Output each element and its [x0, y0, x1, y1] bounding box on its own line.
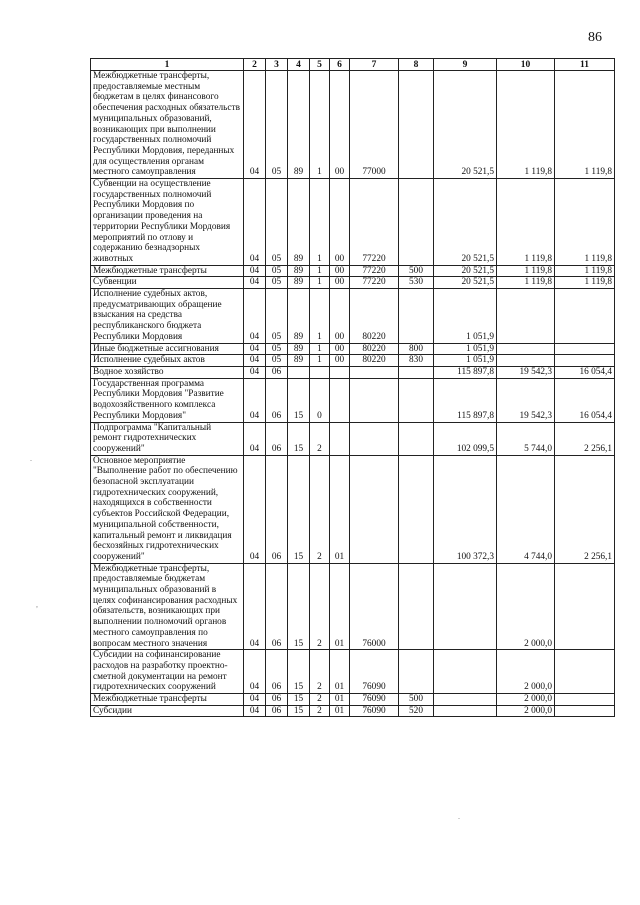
- row-value-cell: 06: [266, 705, 288, 717]
- row-name-cell: Водное хозяйство: [91, 366, 244, 378]
- row-value-cell: [330, 378, 350, 422]
- row-value-cell: 77220: [350, 277, 399, 289]
- row-value-cell: 06: [266, 650, 288, 694]
- row-value-cell: [350, 366, 399, 378]
- row-value-cell: 20 521,5: [434, 71, 497, 179]
- row-value-cell: 80220: [350, 355, 399, 367]
- row-value-cell: [555, 650, 615, 694]
- row-value-cell: 1 119,8: [497, 277, 555, 289]
- row-value-cell: 00: [330, 277, 350, 289]
- row-value-cell: 80220: [350, 343, 399, 355]
- row-value-cell: 1 119,8: [555, 71, 615, 179]
- table-row: [91, 563, 615, 650]
- row-name-cell: Межбюджетные трансферты, предоставляемые местным бюджетам в целях финансового обеспечения расходных обязательств муниципальных образований, возникающих при выполнении государственных полномочий Республики Мордовия, переданных для осуществления органам местного самоуправления: [91, 71, 244, 179]
- row-value-cell: [497, 289, 555, 344]
- table-row: [91, 455, 615, 563]
- row-value-cell: 15: [288, 705, 310, 717]
- row-value-cell: 2 000,0: [497, 563, 555, 650]
- row-value-cell: 2 256,1: [555, 422, 615, 455]
- row-value-cell: 89: [288, 179, 310, 266]
- row-value-cell: 01: [330, 694, 350, 706]
- row-value-cell: [434, 650, 497, 694]
- row-value-cell: 800: [399, 343, 434, 355]
- row-value-cell: 04: [244, 71, 266, 179]
- row-value-cell: 500: [399, 694, 434, 706]
- row-value-cell: [350, 455, 399, 563]
- table-row: [91, 71, 615, 179]
- row-value-cell: [555, 705, 615, 717]
- row-value-cell: [399, 289, 434, 344]
- row-value-cell: [399, 455, 434, 563]
- row-value-cell: 04: [244, 378, 266, 422]
- row-name-cell: Подпрограмма "Капитальный ремонт гидротехнических сооружений": [91, 422, 244, 455]
- row-value-cell: 1 051,9: [434, 289, 497, 344]
- row-value-cell: 04: [244, 694, 266, 706]
- row-value-cell: 2 000,0: [497, 705, 555, 717]
- row-value-cell: 05: [266, 289, 288, 344]
- row-value-cell: 115 897,8: [434, 378, 497, 422]
- row-value-cell: 04: [244, 705, 266, 717]
- table-row: [91, 694, 615, 706]
- row-name-cell: Субвенции: [91, 277, 244, 289]
- table-row: [91, 277, 615, 289]
- row-value-cell: 05: [266, 179, 288, 266]
- row-value-cell: 1: [310, 343, 330, 355]
- row-value-cell: 2: [310, 705, 330, 717]
- row-value-cell: 15: [288, 455, 310, 563]
- row-value-cell: [330, 422, 350, 455]
- row-value-cell: 77000: [350, 71, 399, 179]
- table-row: [91, 366, 615, 378]
- row-value-cell: 89: [288, 277, 310, 289]
- header-cell: 8: [399, 59, 434, 71]
- row-value-cell: 2 000,0: [497, 650, 555, 694]
- row-value-cell: 1 119,8: [497, 265, 555, 277]
- table-row: [91, 650, 615, 694]
- row-name-cell: Иные бюджетные ассигнования: [91, 343, 244, 355]
- row-value-cell: 04: [244, 366, 266, 378]
- table-row: [91, 265, 615, 277]
- row-value-cell: 500: [399, 265, 434, 277]
- row-value-cell: 05: [266, 71, 288, 179]
- row-value-cell: 1 119,8: [555, 277, 615, 289]
- table-row: [91, 179, 615, 266]
- row-value-cell: 04: [244, 343, 266, 355]
- row-value-cell: [399, 422, 434, 455]
- row-value-cell: 04: [244, 179, 266, 266]
- row-value-cell: 1 119,8: [497, 179, 555, 266]
- row-value-cell: 76090: [350, 694, 399, 706]
- row-value-cell: 2: [310, 563, 330, 650]
- row-value-cell: 77220: [350, 265, 399, 277]
- header-row: [91, 59, 615, 71]
- row-value-cell: 06: [266, 455, 288, 563]
- scan-speck: ,: [36, 600, 38, 609]
- row-value-cell: 89: [288, 289, 310, 344]
- row-value-cell: 04: [244, 563, 266, 650]
- row-value-cell: 04: [244, 455, 266, 563]
- row-value-cell: 00: [330, 343, 350, 355]
- row-value-cell: [399, 650, 434, 694]
- row-value-cell: 2 256,1: [555, 455, 615, 563]
- row-value-cell: 01: [330, 705, 350, 717]
- row-value-cell: 01: [330, 455, 350, 563]
- row-value-cell: 1: [310, 179, 330, 266]
- row-value-cell: 2: [310, 650, 330, 694]
- header-cell: 11: [555, 59, 615, 71]
- row-value-cell: 77220: [350, 179, 399, 266]
- row-name-cell: Межбюджетные трансферты, предоставляемые бюджетам муниципальных образований в целях софинансирования расходных обязательств, возникающих при выполнении полномочий органов местного самоуправления по вопросам местного значения: [91, 563, 244, 650]
- row-value-cell: 20 521,5: [434, 265, 497, 277]
- row-value-cell: 102 099,5: [434, 422, 497, 455]
- row-value-cell: [497, 355, 555, 367]
- row-value-cell: 2: [310, 422, 330, 455]
- row-value-cell: 1: [310, 277, 330, 289]
- header-cell: 4: [288, 59, 310, 71]
- header-cell: 5: [310, 59, 330, 71]
- row-value-cell: 89: [288, 265, 310, 277]
- row-value-cell: 04: [244, 355, 266, 367]
- row-name-cell: Межбюджетные трансферты: [91, 694, 244, 706]
- budget-table: [90, 58, 615, 717]
- row-value-cell: [555, 355, 615, 367]
- row-value-cell: [399, 179, 434, 266]
- row-value-cell: 115 897,8: [434, 366, 497, 378]
- scan-speck: .: [458, 812, 460, 821]
- row-name-cell: Основное мероприятие "Выполнение работ по обеспечению безопасной эксплуатации гидротехнических сооружений, находящихся в собственности субъектов Российской Федерации, муниципальной собственности, капитальный ремонт и ликвидация бесхозяйных гидротехнических сооружений": [91, 455, 244, 563]
- row-value-cell: 15: [288, 378, 310, 422]
- row-value-cell: 2 000,0: [497, 694, 555, 706]
- row-value-cell: 15: [288, 563, 310, 650]
- row-value-cell: 1 119,8: [555, 179, 615, 266]
- row-value-cell: 06: [266, 563, 288, 650]
- header-cell: 9: [434, 59, 497, 71]
- header-cell: 10: [497, 59, 555, 71]
- row-value-cell: 2: [310, 694, 330, 706]
- row-value-cell: 04: [244, 650, 266, 694]
- row-value-cell: 1 119,8: [555, 265, 615, 277]
- row-value-cell: 06: [266, 366, 288, 378]
- row-value-cell: 00: [330, 355, 350, 367]
- row-value-cell: [350, 422, 399, 455]
- row-value-cell: 76090: [350, 650, 399, 694]
- row-value-cell: 1: [310, 289, 330, 344]
- row-value-cell: 1: [310, 265, 330, 277]
- row-name-cell: Государственная программа Республики Мордовия "Развитие водохозяйственного комплекса Республики Мордовия": [91, 378, 244, 422]
- scan-speck: .: [30, 454, 32, 463]
- row-name-cell: Межбюджетные трансферты: [91, 265, 244, 277]
- row-value-cell: 16 054,4: [555, 378, 615, 422]
- row-value-cell: [434, 563, 497, 650]
- row-value-cell: 04: [244, 289, 266, 344]
- row-value-cell: 00: [330, 289, 350, 344]
- row-value-cell: 06: [266, 422, 288, 455]
- row-name-cell: Субсидии: [91, 705, 244, 717]
- row-value-cell: [555, 289, 615, 344]
- row-value-cell: [350, 378, 399, 422]
- row-value-cell: 04: [244, 265, 266, 277]
- row-value-cell: 0: [310, 378, 330, 422]
- row-value-cell: 830: [399, 355, 434, 367]
- table-row: [91, 289, 615, 344]
- row-value-cell: 4 744,0: [497, 455, 555, 563]
- row-value-cell: 1 051,9: [434, 355, 497, 367]
- table-row: [91, 343, 615, 355]
- row-value-cell: 00: [330, 265, 350, 277]
- row-value-cell: 76000: [350, 563, 399, 650]
- header-cell: 7: [350, 59, 399, 71]
- row-value-cell: [288, 366, 310, 378]
- row-value-cell: [330, 366, 350, 378]
- table-row: [91, 355, 615, 367]
- row-value-cell: 530: [399, 277, 434, 289]
- row-value-cell: 19 542,3: [497, 378, 555, 422]
- row-value-cell: [399, 366, 434, 378]
- row-value-cell: 15: [288, 422, 310, 455]
- header-cell: 2: [244, 59, 266, 71]
- row-value-cell: 20 521,5: [434, 179, 497, 266]
- row-value-cell: 04: [244, 422, 266, 455]
- row-value-cell: 1: [310, 355, 330, 367]
- row-value-cell: 04: [244, 277, 266, 289]
- row-value-cell: 05: [266, 265, 288, 277]
- row-value-cell: 00: [330, 179, 350, 266]
- row-value-cell: 89: [288, 355, 310, 367]
- row-value-cell: 16 054,4: [555, 366, 615, 378]
- header-cell: 6: [330, 59, 350, 71]
- row-value-cell: 89: [288, 343, 310, 355]
- table-row: [91, 378, 615, 422]
- row-value-cell: 2: [310, 455, 330, 563]
- row-value-cell: [497, 343, 555, 355]
- row-name-cell: Исполнение судебных актов, предусматривающих обращение взыскания на средства республиканского бюджета Республики Мордовия: [91, 289, 244, 344]
- row-value-cell: [434, 705, 497, 717]
- row-value-cell: [555, 563, 615, 650]
- row-value-cell: 520: [399, 705, 434, 717]
- row-value-cell: [399, 563, 434, 650]
- row-name-cell: Исполнение судебных актов: [91, 355, 244, 367]
- row-value-cell: 76090: [350, 705, 399, 717]
- header-cell: 3: [266, 59, 288, 71]
- row-value-cell: 1 051,9: [434, 343, 497, 355]
- row-value-cell: 15: [288, 694, 310, 706]
- row-value-cell: 05: [266, 277, 288, 289]
- row-value-cell: 80220: [350, 289, 399, 344]
- row-value-cell: [434, 694, 497, 706]
- row-value-cell: 00: [330, 71, 350, 179]
- row-value-cell: [555, 343, 615, 355]
- header-cell: 1: [91, 59, 244, 71]
- row-value-cell: 1 119,8: [497, 71, 555, 179]
- row-value-cell: 100 372,3: [434, 455, 497, 563]
- row-value-cell: 06: [266, 378, 288, 422]
- page-number: 86: [588, 30, 602, 45]
- row-value-cell: 05: [266, 343, 288, 355]
- table-row: [91, 422, 615, 455]
- row-value-cell: 19 542,3: [497, 366, 555, 378]
- table-row: [91, 705, 615, 717]
- row-value-cell: [555, 694, 615, 706]
- row-value-cell: 20 521,5: [434, 277, 497, 289]
- row-value-cell: [399, 378, 434, 422]
- row-value-cell: 01: [330, 650, 350, 694]
- row-value-cell: 06: [266, 694, 288, 706]
- row-value-cell: [310, 366, 330, 378]
- row-value-cell: 05: [266, 355, 288, 367]
- row-value-cell: [399, 71, 434, 179]
- row-value-cell: 5 744,0: [497, 422, 555, 455]
- row-name-cell: Субсидии на софинансирование расходов на разработку проектно-сметной документации на ремонт гидротехнических сооружений: [91, 650, 244, 694]
- row-value-cell: 15: [288, 650, 310, 694]
- row-value-cell: 1: [310, 71, 330, 179]
- row-value-cell: 89: [288, 71, 310, 179]
- row-name-cell: Субвенции на осуществление государственных полномочий Республики Мордовия по организации проведения на территории Республики Мордовия мероприятий по отлову и содержанию безнадзорных животных: [91, 179, 244, 266]
- row-value-cell: 01: [330, 563, 350, 650]
